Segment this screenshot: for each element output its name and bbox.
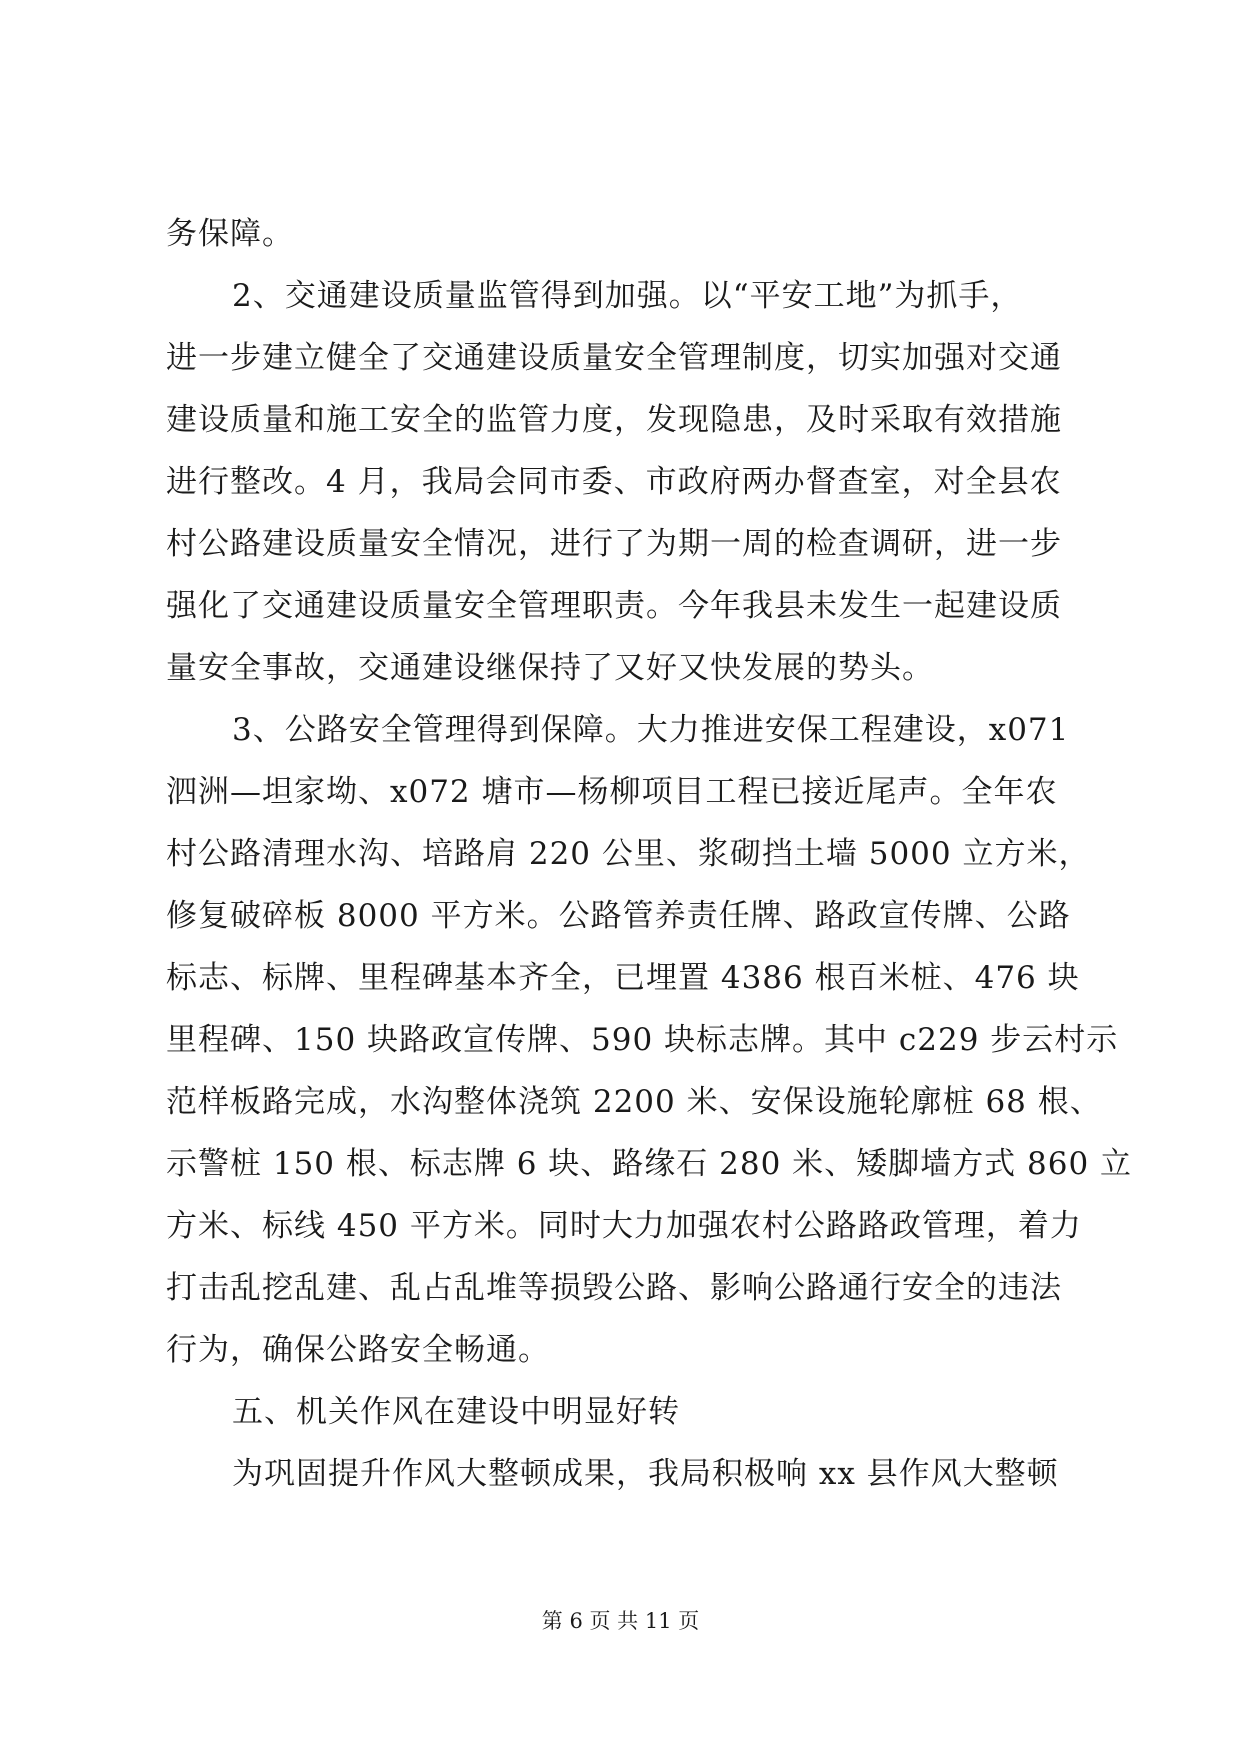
text-line: 量安全事故，交通建设继保持了又好又快发展的势头。 (166, 650, 934, 686)
paragraph-2-heading: 2、交通建设质量监管得到加强。以“平安工地”为抓手， (232, 278, 1023, 314)
text-line: 进一步建立健全了交通建设质量安全管理制度，切实加强对交通 (166, 340, 1062, 376)
paragraph-3-heading: 3、公路安全管理得到保障。大力推进安保工程建设，x071 (232, 712, 1070, 748)
text-line: 修复破碎板 8000 平方米。公路管养责任牌、路政宣传牌、公路 (166, 898, 1071, 934)
text-line: 标志、标牌、里程碑基本齐全，已埋置 4386 根百米桩、476 块 (166, 960, 1080, 996)
text-line: 进行整改。4 月，我局会同市委、市政府两办督查室，对全县农 (166, 464, 1062, 500)
section-heading: 五、机关作风在建设中明显好转 (232, 1394, 680, 1430)
document-body (166, 203, 1133, 1505)
text-line: 务保障。 (166, 216, 294, 252)
text-line: 泗洲—坦家坳、x072 塘市—杨柳项目工程已接近尾声。全年农 (166, 774, 1058, 810)
text-line: 里程碑、150 块路政宣传牌、590 块标志牌。其中 c229 步云村示 (166, 1022, 1119, 1058)
text-line: 示警桩 150 根、标志牌 6 块、路缘石 280 米、矮脚墙方式 860 立 (166, 1146, 1133, 1182)
text-line: 范样板路完成，水沟整体浇筑 2200 米、安保设施轮廓桩 68 根、 (166, 1084, 1102, 1120)
text-line: 建设质量和施工安全的监管力度，发现隐患，及时采取有效措施 (166, 402, 1062, 438)
text-line: 村公路建设质量安全情况，进行了为期一周的检查调研，进一步 (166, 526, 1062, 562)
text-line: 强化了交通建设质量安全管理职责。今年我县未发生一起建设质 (166, 588, 1062, 624)
page-number-footer: 第 6 页 共 11 页 (541, 1609, 700, 1633)
text-line: 打击乱挖乱建、乱占乱堆等损毁公路、影响公路通行安全的违法 (166, 1270, 1062, 1306)
text-line: 村公路清理水沟、培路肩 220 公里、浆砌挡土墙 5000 立方米， (166, 836, 1091, 872)
text-line: 行为，确保公路安全畅通。 (166, 1332, 550, 1368)
text-line: 方米、标线 450 平方米。同时大力加强农村公路路政管理，着力 (166, 1208, 1082, 1244)
text-line: 为巩固提升作风大整顿成果，我局积极响 xx 县作风大整顿 (232, 1456, 1059, 1492)
